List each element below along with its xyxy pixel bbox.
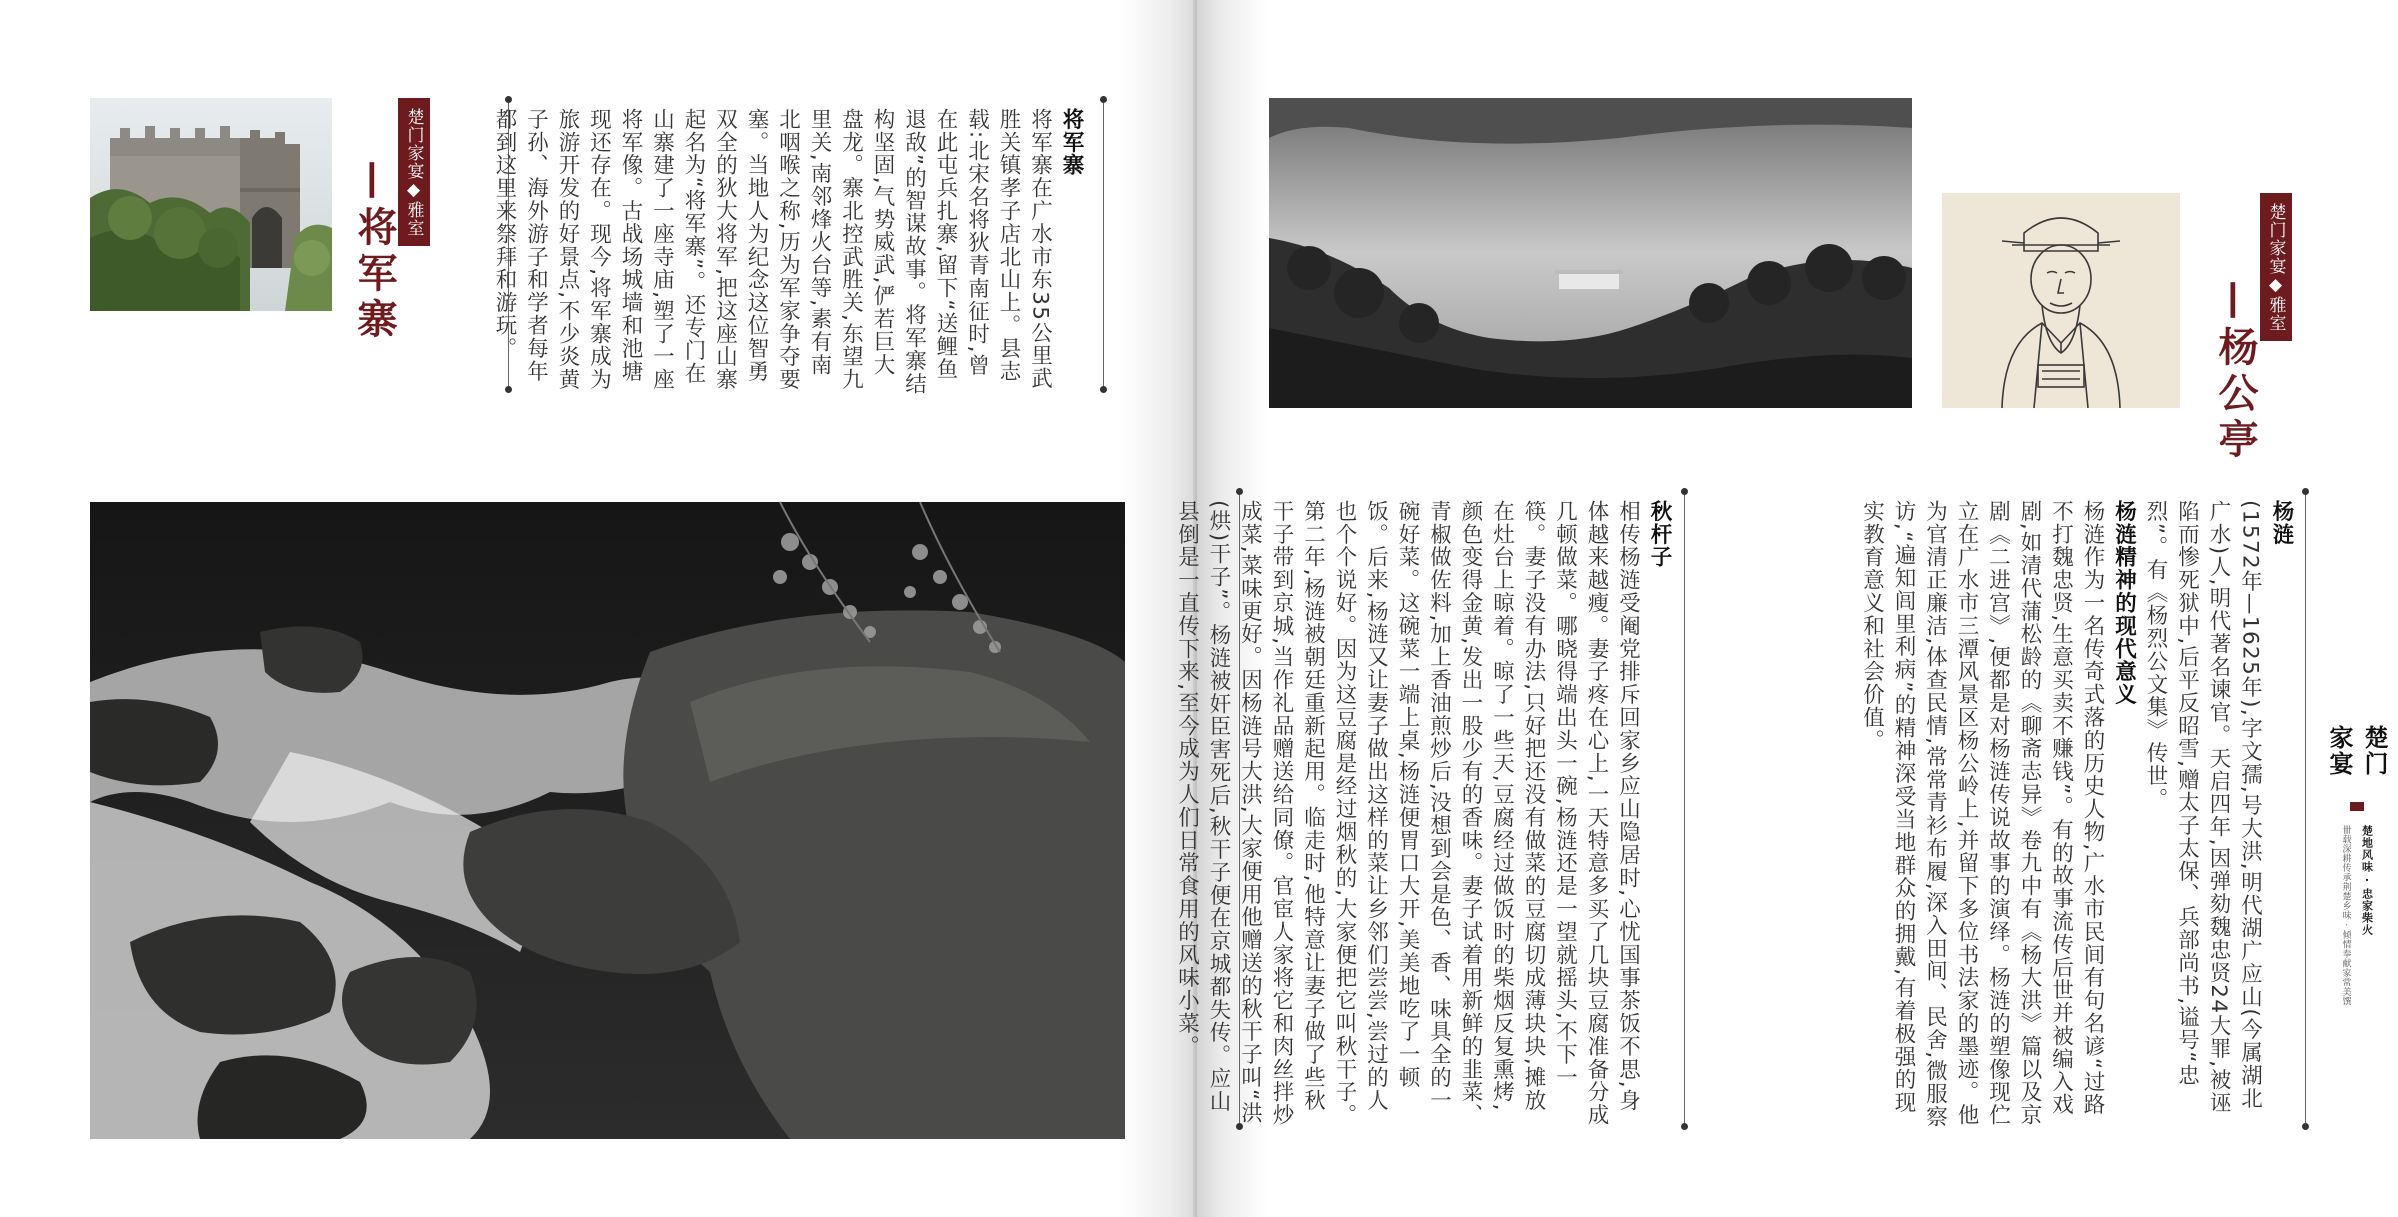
section-body: 相传杨涟受阉党排斥回家乡应山隐居时,心忧国事茶饭不思,身体越来越瘦。妻子疼在心上,一天特意多买了几块豆腐准备分成几顿做菜。哪晓得端出头一碗,杨涟还是一望就摇头,不下一筷。妻子没有办法,只好把还没有做菜的豆腐切成薄块块,摊放在灶台上晾着。晾了一些天,豆腐经过做饭时的柴烟反复熏烤,颜色变得金黄,发出一股少有的香味。妻子试着用新鲜的韭菜、青椒做佐料,加上香油煎炒后,没想到会是色、香、味具全的一碗好菜。这碗菜一端上桌,杨涟便胃口大开,美美地吃了一顿饭。后来,杨涟又让妻子做出这样的菜让乡邻们尝尝,尝过的人也个个说好。因为这豆腐是经过烟秋的,大家便把它叫秋干子。第二年,杨涟被朝廷重新起用。临走时,他特意让妻子做了些秋干子带到京城,当作礼品赠送给同僚。官宦人家将它和肉丝拌炒成菜,菜味更好。因杨涟号大洪,大家便用他赠送的秋干子叫“洪(烘)干子”。杨涟被奸臣害死后,秋干子便在京城都失传。应山县倒是一直传下来,至今成为人们日常食用的风味小菜。 <box>1174 500 1641 1127</box>
general-fort-thumbnail <box>90 98 332 311</box>
portrait-drawing-icon <box>1942 193 2180 408</box>
divider-dot <box>1100 386 1107 393</box>
lake-landscape-photo <box>1269 98 1912 408</box>
waterfall-photo <box>90 502 1125 1139</box>
brand-subslogan: 卌载深耕传承荆楚乡味 · 倾情奉献家常美馔 <box>2340 825 2351 1007</box>
divider-dot <box>1100 96 1107 103</box>
lake-forest-image <box>1269 98 1912 408</box>
yang-lian-portrait <box>1942 193 2180 408</box>
stream-rocks-image <box>90 502 1125 1139</box>
divider-dot <box>2302 488 2309 495</box>
divider-dot <box>1681 1123 1688 1130</box>
article-yang-lian <box>1697 500 2297 1130</box>
article-general-fort <box>492 108 1087 398</box>
brand-logo <box>2327 725 2387 1025</box>
fort-ruins-photo <box>90 98 332 311</box>
right-page <box>1174 0 2398 1217</box>
divider-dot <box>1681 488 1688 495</box>
section-tag: 楚门家宴◆雅室 <box>2260 193 2292 341</box>
divider-dot <box>1236 488 1243 495</box>
divider-dot <box>505 96 512 103</box>
column-divider <box>1103 100 1104 390</box>
article-heading: 将军寨 <box>1059 108 1084 177</box>
section-tag: 楚门家宴◆雅室 <box>398 98 430 246</box>
page-title: —杨公亭 <box>2212 280 2259 464</box>
article-dried-tofu <box>1174 500 1675 1130</box>
column-divider <box>1684 492 1685 1127</box>
section-heading: 秋杆子 <box>1647 500 1672 569</box>
page-title: —将军寨 <box>351 160 398 344</box>
section-body: (1572年—1625年),字文孺,号大洪,明代湖广应山(今属湖北广水)人,明代著名谏官。天启四年,因弹劾魏忠贤24大罪,被诬陷而惨死狱中,后平反昭雪,赠太子太保、兵部尚书,谥号“忠烈”。有《杨烈公文集》传世。 <box>2143 500 2263 1115</box>
article-body: 将军寨在广水市东35公里武胜关镇孝子店北山上。县志载:北宋名将狄青南征时,曾在此屯兵扎寨,留下“送鲤鱼退敌”的智谋故事。将军寨结构坚固,气势威武,俨若巨大盘龙。寨北控武胜关,东望九里关,南邻烽火台等,素有南北咽喉之称,历为军家争夺要塞。当地人为纪念这位智勇双全的狄大将军,把这座山寨起名为“将军寨”。还专门在山寨建了一座寺庙,塑了一座将军像。古战场城墙和池塘现还存在。现今,将军寨成为旅游开发的好景点,不少炎黄子孙、海外游子和学者每年都到这里来祭拜和游玩。 <box>492 108 1053 396</box>
section-heading: 杨涟 <box>2269 500 2294 546</box>
left-page <box>0 0 1197 1217</box>
section-body: 杨涟作为一名传奇式落的历史人物,广水市民间有句名谚“过路不打魏忠贤,生意买卖不赚钱”。有的故事流传后世并被编入戏剧,如清代蒲松龄的《聊斋志异》卷九中有《杨大洪》篇以及京剧《二进宫》,便都是对杨涟传说故事的演绎。杨涟的塑像现伫立在广水市三潭风景区杨公岭上,并留下多位书法家的墨迹。他为官清正廉洁,体查民情,常常青衫布履,深入田间、民舍,微服察访,“遍知闾里利病”的精神深受当地群众的拥戴,有着极强的现实教育意义和社会价值。 <box>1859 500 2105 1129</box>
column-divider <box>2305 492 2306 1127</box>
section-heading: 杨涟精神的现代意义 <box>2111 500 2137 707</box>
divider-dot <box>2302 1123 2309 1130</box>
brand-name: 楚门家宴 <box>2325 725 2389 777</box>
brand-slogan: 楚地风味 · 忠家柴火 <box>2360 825 2374 936</box>
brand-seal-icon <box>2350 802 2364 811</box>
